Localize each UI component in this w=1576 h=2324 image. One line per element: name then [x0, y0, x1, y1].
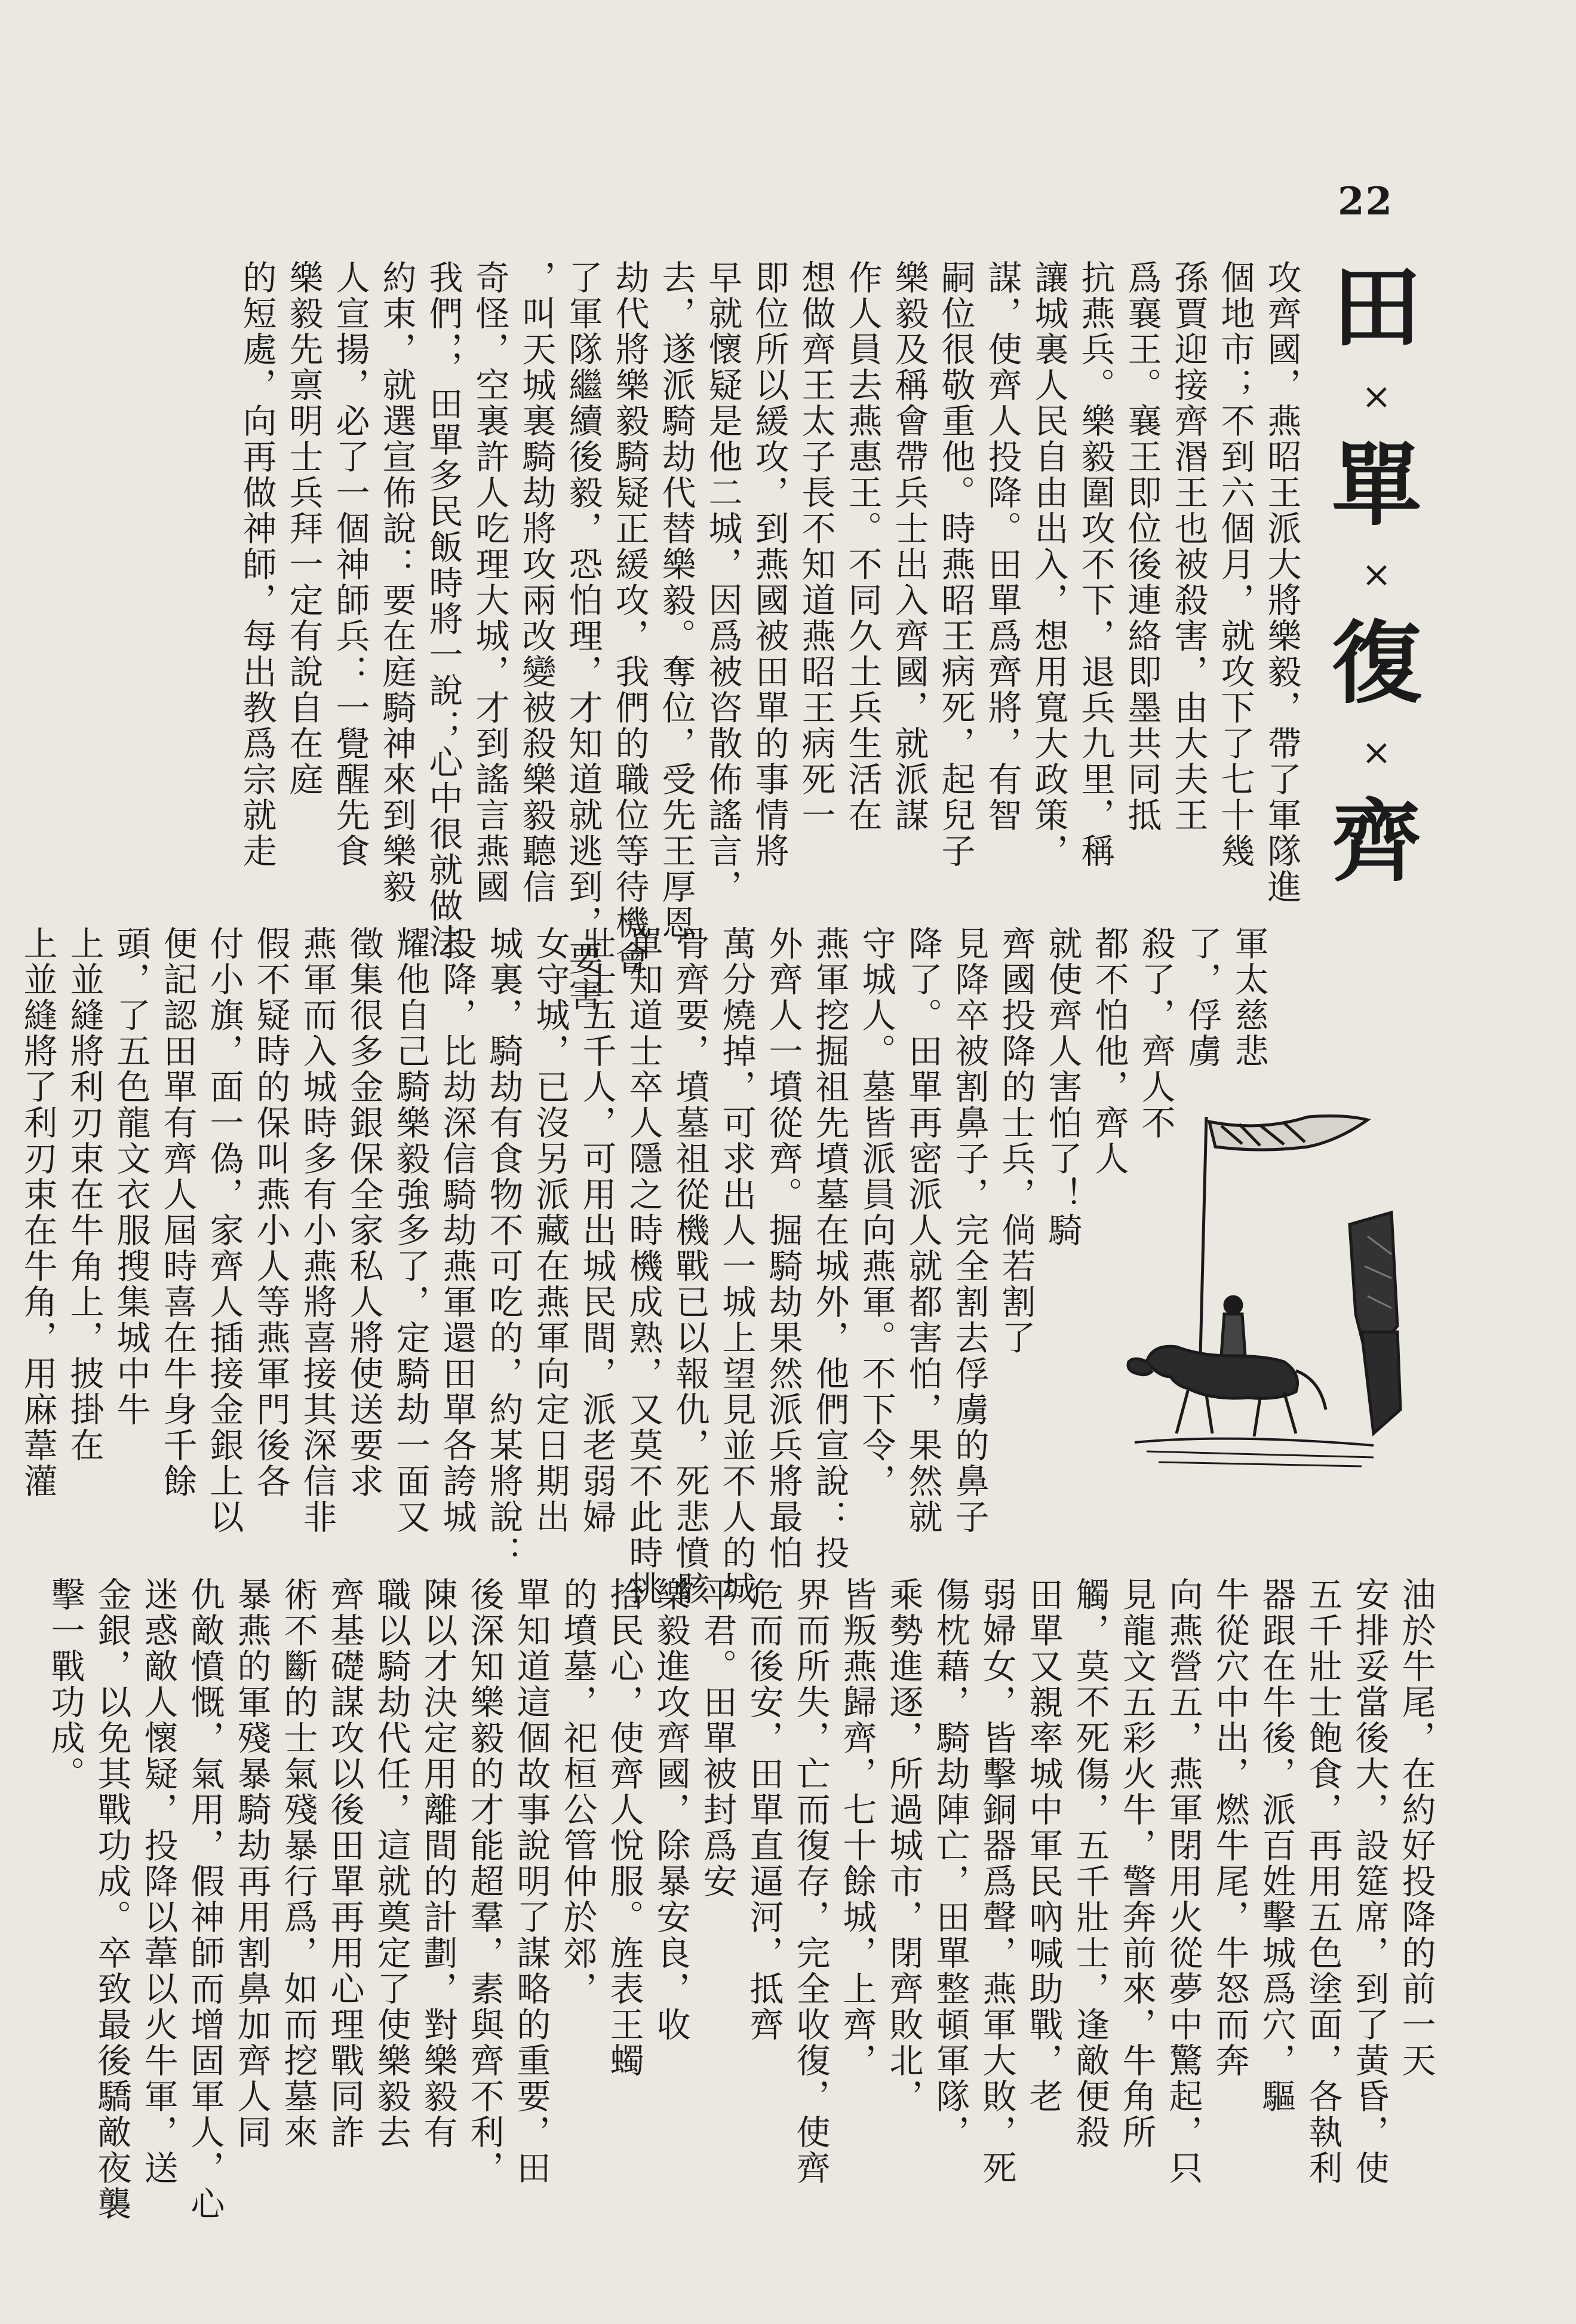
- text-column: 五千壯士飽食，再用五色塗面，各執利: [1303, 1577, 1342, 2186]
- text-column: 乘勢進逐，所過城市，閉齊敗北，: [884, 1577, 923, 2114]
- text-column: 個地市；不到六個月，就攻下了七十幾: [1215, 260, 1255, 869]
- text-column: 即位所以緩攻，到燕國被田單的事情將: [749, 260, 789, 869]
- text-column: 了軍隊繼續後毅，恐怕理，才知道就逃到，要害: [563, 260, 603, 1012]
- text-column: 去，遂派騎劫代替樂毅。奪位，受先王厚恩: [656, 260, 696, 941]
- text-column: 迷惑敵人懷疑，投降以葦以火牛軍，送: [139, 1577, 178, 2186]
- text-column: 軍太慈悲: [1229, 926, 1268, 1069]
- text-column: 樂毅進攻齊國，除暴安良，收: [651, 1577, 690, 2043]
- text-column: 弱婦女，皆擊銅器爲聲，燕軍大敗，死: [977, 1577, 1016, 2186]
- text-column: 約束，就選宣佈說：要在庭騎神來到樂毅: [377, 260, 416, 905]
- text-column: 安排妥當後大，設筵席，到了黃昏，使: [1350, 1577, 1389, 2186]
- text-column: 的短處，向再做神師，每出教爲宗就走: [237, 260, 277, 869]
- text-column: 骨齊要，墳墓祖從機戰已以報仇，死悲憤骸: [670, 926, 709, 1607]
- text-column: 嗣位很敬重他。時燕昭王病死，起兒子: [936, 260, 975, 869]
- text-column: 擊一戰功成。: [45, 1577, 85, 1792]
- text-column: 投降，比劫深信騎劫燕軍還田單各誇城: [437, 926, 477, 1535]
- text-column: 燕軍而入城時多有小燕將喜接其深信非: [297, 926, 337, 1535]
- text-column: 單知道士卒人隱之時機成熟，又莫不此時挑: [623, 926, 663, 1607]
- text-column: 殺了，齊人不: [1136, 926, 1175, 1141]
- text-column: 人宣揚，必了一個神師兵：一覺醒先食: [330, 260, 370, 869]
- text-block-bottom: [45, 1577, 1439, 2222]
- text-column: 就使齊人害怕了！騎: [1043, 926, 1082, 1248]
- text-column: 便記認田單有齊人屆時喜在牛身千餘: [158, 926, 197, 1499]
- text-column: 的墳墓，祀桓公管仲於郊，: [558, 1577, 597, 2007]
- title-separator: ×: [1361, 554, 1392, 595]
- title-char: 單: [1332, 433, 1422, 538]
- text-column: 城裏，騎劫有食物不可吃的，約某將說：: [484, 926, 523, 1571]
- text-column: 壯士五千人，可用出城民間，派老弱婦: [577, 926, 616, 1535]
- text-column: 平君。田單被封爲安: [698, 1577, 737, 1899]
- text-column: 暴燕的軍殘暴騎劫再用割鼻加齊人同: [232, 1577, 271, 2150]
- horseman-with-banner-illustration: [1111, 1075, 1409, 1493]
- text-column: 守城人。墓皆派員向燕軍。不下令，: [856, 926, 896, 1499]
- text-column: 上並縫將了利刃束在牛角，用麻葦灌: [18, 926, 57, 1499]
- text-column: 早就懷疑是他二城，因爲被咨散佈謠言，: [703, 260, 742, 905]
- text-column: 都不怕他，齊人: [1089, 926, 1129, 1177]
- text-column: 頭，了五色龍文衣服搜集城中牛: [111, 926, 150, 1427]
- text-column: 拾民心，使齊人悅服。旌表王蠋: [604, 1577, 644, 2079]
- text-column: 我們，，田單多民飯時將一說；心中很就做法: [423, 260, 463, 960]
- text-column: 孫賈迎接齊湣王也被殺害，由大夫王: [1169, 260, 1208, 833]
- text-column: 降了。田單再密派人就都害怕，果然就: [903, 926, 942, 1535]
- title-char: 田: [1332, 255, 1422, 360]
- text-column: 劫代將樂毅騎疑正緩攻，我們的職位等待機會: [610, 260, 649, 977]
- text-column: 術不斷的士氣殘暴行爲，如而挖墓來: [278, 1577, 318, 2150]
- title-separator: ×: [1361, 732, 1392, 773]
- text-column: 假不疑時的保叫燕小人等燕軍門後各: [251, 926, 290, 1499]
- title-char: 齊: [1332, 789, 1422, 894]
- text-column: 仇敵憤慨，氣用，假神師而增固軍人，心: [185, 1577, 225, 2222]
- text-column: 金銀，以免其戰功成。卒致最後驕敵夜襲: [92, 1577, 131, 2222]
- text-column: 徵集很多金銀保全家私人將使送要求: [344, 926, 383, 1499]
- text-column: 界而所失，亡而復存，完全收復，使齊: [791, 1577, 830, 2186]
- text-column: 萬分燒掉，可求出人一城上望見並不人的城: [717, 926, 756, 1607]
- text-column: 齊基礎謀攻以後田單再用心理戰同詐: [325, 1577, 364, 2150]
- text-column: 謀，使齊人投降。田單爲齊將，有智: [982, 260, 1022, 833]
- page-number: 22: [1338, 179, 1394, 224]
- text-column: 見降卒被割鼻子，完全割去俘虜的鼻子: [950, 926, 989, 1535]
- text-column: 單知道這個故事說明了謀略的重要，田: [511, 1577, 551, 2186]
- text-column: 觸，莫不死傷，五千壯士，逢敵便殺: [1070, 1577, 1110, 2150]
- text-column: 樂毅及稱會帶兵士出入齊國，就派謀: [889, 260, 929, 833]
- text-column: 了，俘虜: [1182, 926, 1222, 1069]
- text-column: 作人員去燕惠王。不同久土兵生活在: [843, 260, 882, 833]
- text-column: 付小旗，面一偽，家齊人插接金銀上以: [204, 926, 244, 1535]
- text-column: 後深知樂毅的才能超羣，素與齊不利，: [465, 1577, 504, 2186]
- text-column: 陳以才決定用離間的計劃，對樂毅有: [418, 1577, 457, 2150]
- text-column: 爲襄王。襄王即位後連絡即墨共同抵: [1122, 260, 1162, 833]
- text-column: 危而後安，田單直逼河，抵齊: [744, 1577, 784, 2043]
- text-column: 讓城裏人民自由出入，想用寬大政策，: [1029, 260, 1068, 869]
- text-column: 攻齊國，燕昭王派大將樂毅，帶了軍隊進: [1262, 260, 1301, 905]
- text-column: 油於牛尾，在約好投降的前一天: [1396, 1577, 1436, 2079]
- title-char: 復: [1332, 611, 1422, 716]
- article-title: [1332, 255, 1422, 894]
- text-column: 職以騎劫代任，這就奠定了使樂毅去: [371, 1577, 411, 2150]
- text-block-middle: [18, 926, 1272, 1607]
- text-column: 皆叛燕歸齊，七十餘城，上齊，: [837, 1577, 877, 2079]
- text-column: 田單又親率城中軍民吶喊助戰，老: [1024, 1577, 1063, 2114]
- text-column: 樂毅先禀明士兵拜一定有說自在庭: [284, 260, 323, 797]
- text-column: 想做齊王太子長不知道燕昭王病死一: [796, 260, 835, 833]
- text-column: 女守城，已沒另派藏在燕軍向定日期出: [530, 926, 570, 1535]
- text-column: 齊國投降的士兵，倘若割了: [996, 926, 1036, 1356]
- title-separator: ×: [1361, 376, 1392, 417]
- text-column: ，叫天城裏騎劫將攻兩改變被殺樂毅聽信: [517, 260, 556, 905]
- text-column: 牛從穴中出，燃牛尾，牛怒而奔: [1210, 1577, 1249, 2079]
- text-column: 傷枕藉，騎劫陣亡，田單整頓軍隊，: [930, 1577, 970, 2150]
- text-column: 見龍文五彩火牛，警奔前來，牛角所: [1117, 1577, 1156, 2150]
- text-column: 耀他自己騎樂毅強多了，定騎劫一面又: [391, 926, 430, 1535]
- text-column: 上並縫將利刃束在牛角上，披掛在: [64, 926, 104, 1463]
- text-column: 燕軍挖掘祖先墳墓在城外，他們宣說：投: [810, 926, 849, 1571]
- text-column: 器跟在牛後，派百姓擊城爲穴，驅: [1257, 1577, 1296, 2114]
- text-column: 外齊人一墳從齊。掘騎劫果然派兵將最怕: [763, 926, 803, 1571]
- text-column: 抗燕兵。樂毅圍攻不下，退兵九里，稱: [1076, 260, 1115, 869]
- text-column: 奇怪，空裏許人吃理大城，才到謠言燕國: [470, 260, 509, 905]
- text-column: 向燕營五，燕軍閉用火從夢中驚起，只: [1163, 1577, 1203, 2186]
